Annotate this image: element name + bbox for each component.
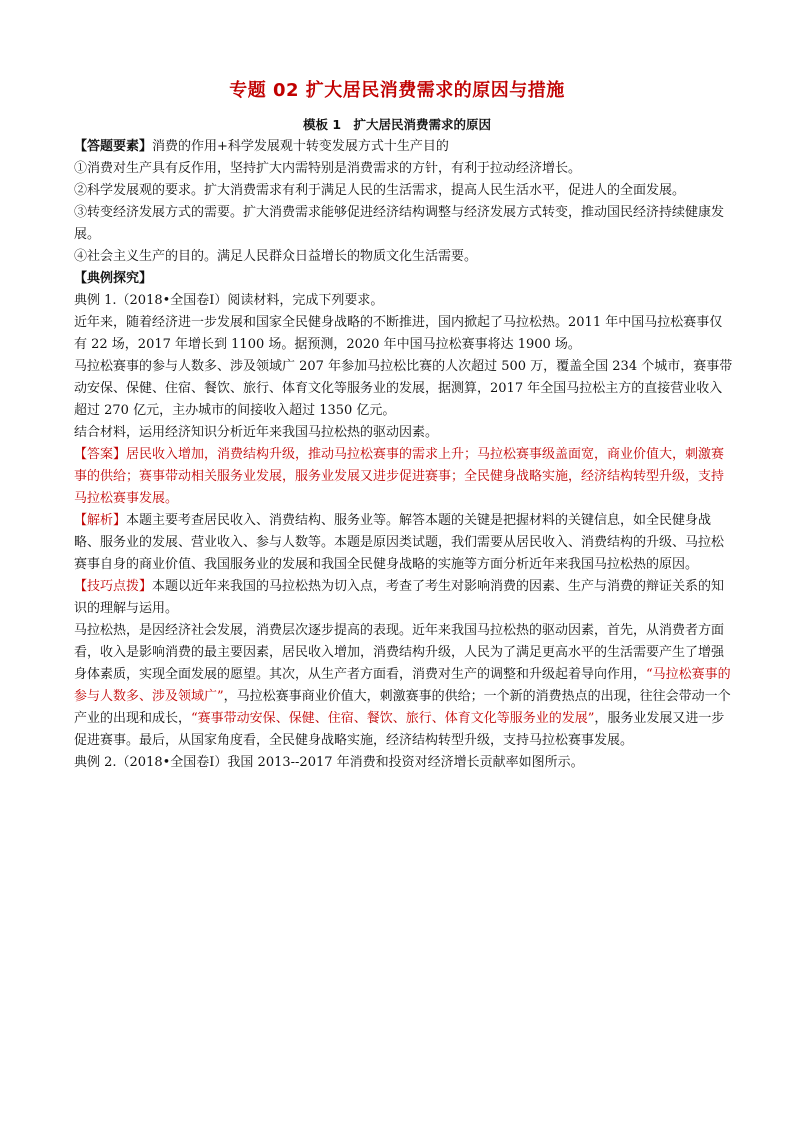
tips-text: 本题以近年来我国的马拉松热为切入点，考查了考生对影响消费的因素、生产与消费的辩证关系的知识的理解与运用。 [74,579,725,616]
explanation-quote-1: “马拉松赛事的参与人数多、涉及领域广” [74,667,731,704]
analysis-text: 本题主要考查居民收入、消费结构、服务业等。解答本题的关键是把握材料的关键信息，如全民健身战略、服务业的发展、营业收入、参与人数等。本题是原因类试题，我们需要从居民收入、消费结构的升级、马拉松赛事自身的商业价值、我国服务业的发展和我国全民健身战略的实施等方面分析近年来我国马拉松热的原因。 [74,513,725,572]
page-title: 专题 02 扩大居民消费需求的原因与措施 [229,80,565,101]
explanation-part-b: ，马拉松赛事商业价值大，刺激赛事的供给；一个新的消费热点的出现，往往会带动一个产业的出现和成长， [74,689,731,726]
explanation-quote-2-open: “ [191,711,198,726]
explanation-part-c: ，服务业发展又进一步促进赛事。最后，从国家角度看，全民健身战略实施，经济结构转型升级，支持马拉松赛事发展。 [74,711,725,748]
point-3: ③转变经济发展方式的需要。扩大消费需求能够促进经济结构调整与经济发展方式转变，推动国民经济持续健康发展。 [74,205,725,242]
page-subtitle: 模板 1 扩大居民消费需求的原因 [302,117,492,132]
tips-block [74,576,734,620]
point-2: ②科学发展观的要求。扩大消费需求有利于满足人民的生活需求，提高人民生活水平，促进人的全面发展。 [74,183,686,198]
material-2: 马拉松赛事的参与人数多、涉及领域广 207 年参加马拉松比赛的人次超过 500 万，覆盖全国 234 个城市，赛事带动安保、保健、住宿、餐饮、旅行、体育文化等服务业的发展，据测算，2017 年全国马拉松主方的直接营业收入超过 270 亿元，主办城市的间接收入超过 1350 亿元。 [74,359,733,418]
point-1: ①消费对生产具有反作用，坚持扩大内需特别是消费需求的方针，有利于拉动经济增长。 [74,161,582,176]
answer-block [74,444,734,510]
answer-label: 【答案】 [74,447,127,462]
document-body [74,136,734,774]
example-1-intro: 典例 1.（2018•全国卷Ⅰ）阅读材料，完成下列要求。 [74,293,384,308]
tips-label: 【技巧点拨】 [74,579,153,594]
answer-elements-label: 【答题要素】 [74,139,153,154]
answer-elements [74,136,734,158]
example-label: 【典例探究】 [74,271,153,286]
explanation-block [74,620,734,752]
example-2-intro: 典例 2.（2018•全国卷Ⅰ）我国 2013--2017 年消费和投资对经济增长贡献率如图所示。 [74,755,584,770]
explanation-part-a: 马拉松热，是因经济社会发展，消费层次逐步提高的表现。近年来我国马拉松热的驱动因素，首先，从消费者方面看，收入是影响消费的最主要因素，居民收入增加，消费结构升级，人民为了满足更高水平的生活需要产生了增强身体素质，实现全面发展的愿望。其次，从生产者方面看，消费对生产的调整和升级起着导向作用， [74,623,725,682]
question-1: 结合材料，运用经济知识分析近年来我国马拉松热的驱动因素。 [74,425,439,440]
analysis-label: 【解析】 [74,513,127,528]
explanation-quote-2-rest: 、保健、住宿、餐饮、旅行、体育文化等服务业的发展” [275,711,595,726]
answer-elements-text: 消费的作用+科学发展观十转变发展方式十生产目的 [152,139,449,154]
point-4: ④社会主义生产的目的。满足人民群众日益增长的物质文化生活需要。 [74,249,478,264]
explanation-quote-2-red: 赛事带动安保 [197,711,276,726]
analysis-block [74,510,734,576]
answer-text: 居民收入增加，消费结构升级，推动马拉松赛事的需求上升；马拉松赛事级盖面宽，商业价值大，刺激赛事的供给；赛事带动相关服务业发展，服务业发展又进步促进赛事；全民健身战略实施，经济结构转型升级，支持马拉松赛事发展。 [74,447,725,506]
material-1: 近年来，随着经济进一步发展和国家全民健身战略的不断推进，国内掀起了马拉松热。2011 年中国马拉松赛事仅有 22 场，2017 年增长到 1100 场。据预测，2020 年中国马拉松赛事将达 1900 场。 [74,315,723,352]
